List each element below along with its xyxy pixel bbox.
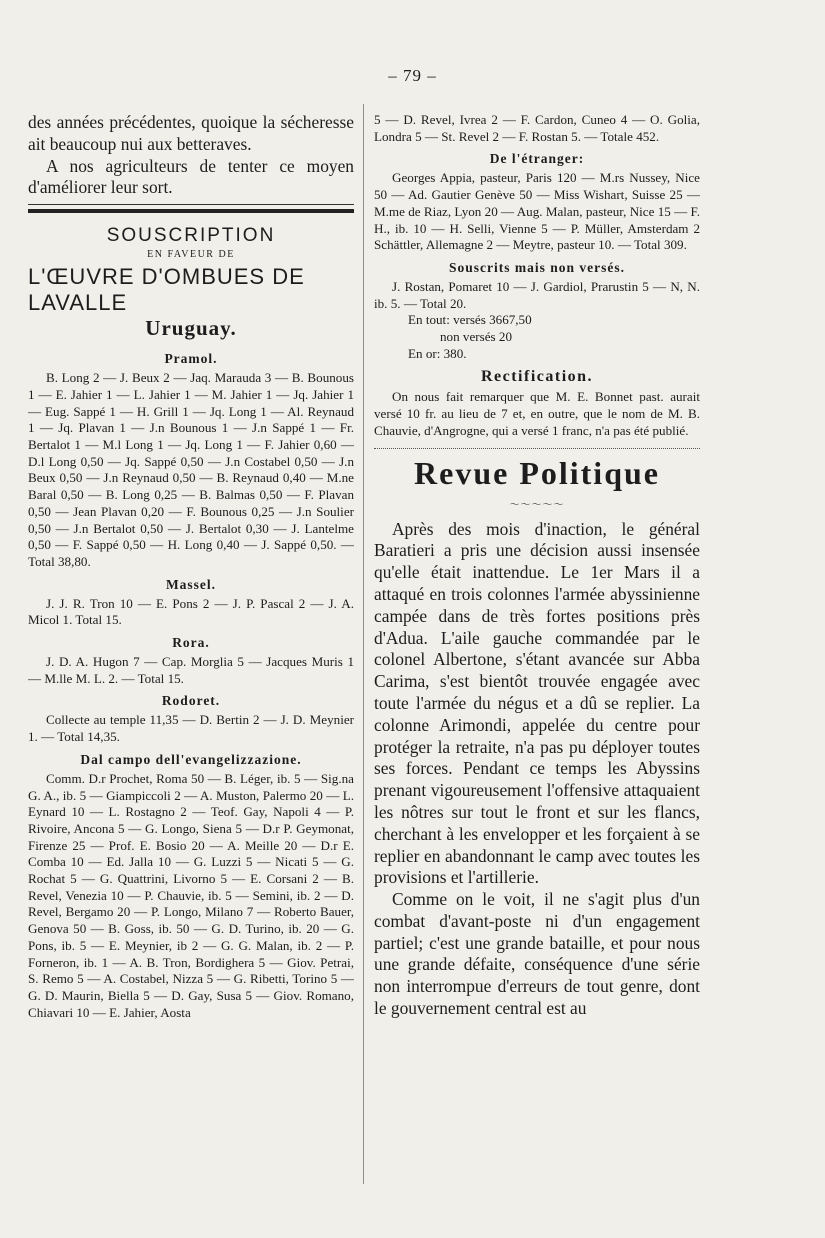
rectification-heading: Rectification. bbox=[480, 368, 594, 386]
revue-politique-title: Revue Politique bbox=[414, 454, 660, 491]
souscrits-text: J. Rostan, Pomaret 10 — J. Gardiol, Prarustin 5 — N, N. ib. 5. — Total 20. bbox=[374, 278, 700, 311]
section-rule bbox=[28, 209, 354, 213]
section-head-rodoret: Rodoret. bbox=[161, 693, 221, 709]
continuation-text: 5 — D. Revel, Ivrea 2 — F. Cardon, Cuneo 4 — O. Golia, Londra 5 — St. Revel 2 — F. Rostan 5. — Totale 452. bbox=[374, 112, 700, 144]
left-column bbox=[28, 112, 354, 1021]
section-head-massel: Massel. bbox=[165, 576, 217, 592]
section-text-evangelizzazione: Comm. D.r Prochet, Roma 50 — B. Léger, ib. 5 — Sig.na G. A., ib. 5 — Giampiccoli 2 — A. Muston, Palermo 20 — L. Eynard 10 — L. Rostagno 2 — Teof. Gay, Napoli 4 — P. Rivoire, Ancona 5 — G. Longo, Siena 5 — D.r P. Geymonat, Firenze 25 — Prof. E. Bosio 20 — A. Meille 20 — D.r E. Comba 10 — Ed. Jalla 10 — G. Luzzi 5 — Nicati 5 — G. Rochat 5 — G. Quattrini, Livorno 5 — E. Corsani 2 — B. Revel, Venezia 10 — P. Chauvie, ib. 5 — Semini, ib. 2 — D. Revel, Bergamo 20 — P. Longo, Milano 7 — Roberto Bauer, Genova 50 — B. Goss, ib. 50 — G. D. Turino, ib. 20 — G. Pons, ib. 5 — E. Meynier, ib 2 — G. G. Malan, ib. 2 — P. Forneron, ib. 1 — A. B. Tron, Bordighera 5 — Giov. Petrai, S. Remo 5 — A. Costabel, Nizza 5 — G. Ribetti, Torino 5 — G. D. Maurin, Biella 5 — D. Gay, Susa 5 — Giov. Romano, Chiavari 10 — E. Jahier, Aosta bbox=[28, 770, 354, 1020]
wavy-rule: ～～～～～ bbox=[509, 499, 565, 511]
section-text-rora: J. D. A. Hugon 7 — Cap. Morglia 5 — Jacques Muris 1 — M.lle M. L. 2. — Total 15. bbox=[28, 654, 354, 686]
rectification-text: On nous fait remarquer que M. E. Bonnet past. aurait versé 10 fr. au lieu de 7 et, en outre, que le nom de M. B. Chauvie, d'Angrogne, qui a versé 1 franc, n'a pas été publié. bbox=[374, 389, 700, 438]
dotted-rule bbox=[374, 448, 700, 449]
etranger-text: Georges Appia, pasteur, Paris 120 — M.rs Nussey, Nice 50 — Ad. Gautier Genève 50 — Miss Wishart, Suisse 25 — M.me de Riaz, Lyon 20 — Aug. Malan, pasteur, Nice 15 — F. H., ib. 10 — H. Selli, Vienne 5 — P. Müller, Amsterdam 2 Schättler, Allemagne 2 — Meytre, pasteur 10. — Total 309. bbox=[374, 170, 700, 253]
intro-paragraph-2: A nos agriculteurs de tenter ce moyen d'améliorer leur sort. bbox=[28, 155, 354, 198]
section-head-rora: Rora. bbox=[172, 635, 210, 651]
section-head-evangelizzazione: Dal campo dell'evangelizzazione. bbox=[80, 751, 302, 767]
revue-paragraph-1: Après des mois d'inaction, le général Baratieri a pris une décision aussi insensée qu'elle était inattendue. Le 1er Mars il a attaqué en trois colonnes l'armée abyssinienne campée dans de très fortes positions près d'Adua. L'aile gauche commandée par le colonel Albertone, s'étant avancée sur Abba Carima, s'est bientôt trouvée engagée avec toute l'armée du négus et a dû se replier. La colonne Arimondi, appelée du centre pour protéger la retraite, n'a pas pu déployer toutes ses forces. Pendant ce temps les Abyssins prenant vigoureusement l'offensive attaquaient les nôtres sur tout le front et sur les flancs, cherchant à les envelopper et les forçaient à se replier en abandonnant le camp avec toutes les provisions et l'artillerie. bbox=[374, 518, 700, 888]
souscription-heading: SOUSCRIPTION bbox=[106, 225, 276, 247]
uruguay-heading: Uruguay. bbox=[145, 316, 237, 341]
total-verses: En tout: versés 3667,50 bbox=[408, 312, 532, 328]
section-text-massel: J. J. R. Tron 10 — E. Pons 2 — J. P. Pascal 2 — J. A. Micol 1. Total 15. bbox=[28, 595, 354, 628]
total-or: En or: 380. bbox=[408, 345, 467, 361]
intro-paragraph-1: des années précédentes, quoique la sécheresse ait beaucoup nui aux betteraves. bbox=[28, 112, 354, 154]
column-divider bbox=[363, 104, 364, 1184]
revue-paragraph-2: Comme on le voit, il ne s'agit plus d'un combat d'avant-poste ni d'un engagement partiel; c'est une grande bataille, et pour nous une grande défaite, conséquence d'une série non interrompue d'erreurs de tout genre, dont le gouvernement central est au bbox=[374, 889, 700, 1019]
page-number: – 79 – bbox=[388, 66, 437, 85]
en-faveur-label: EN FAVEUR DE bbox=[147, 249, 235, 261]
oeuvre-heading: L'ŒUVRE D'OMBUES DE LAVALLE bbox=[28, 264, 305, 316]
right-column bbox=[374, 112, 700, 1020]
souscrits-heading: Souscrits mais non versés. bbox=[448, 259, 625, 275]
etranger-heading: De l'étranger: bbox=[489, 151, 585, 167]
section-text-rodoret: Collecte au temple 11,35 — D. Bertin 2 — J. D. Meynier 1. — Total 14,35. bbox=[28, 712, 354, 745]
total-non-verses: non versés 20 bbox=[440, 329, 513, 345]
section-head-pramol: Pramol. bbox=[164, 351, 218, 367]
section-text-pramol: B. Long 2 — J. Beux 2 — Jaq. Marauda 3 — B. Bounous 1 — E. Jahier 1 — L. Jahier 1 — M. Jahier 1 — Jq. Jahier 1 — Eug. Sappé 1 — H. Grill 1 — Jq. Long 1 — Al. Reynaud 1 — Jq. Plavan 1 — J.n Bounous 1 — J.n Sappé 1 — Fr. Bertalot 1 — M.l Long 1 — Jq. Long 1 — F. Jahier 0,60 — D.l Long 0,50 — Jq. Sappé 0,50 — J.n Costabel 0,50 — J.n Beux 0,50 — J.n Reynaud 0,50 — B. Reynaud 0,40 — M.ne Baral 0,50 — B. Long 0,25 — B. Balmas 0,50 — F. Plavan 0,50 — Jean Plavan 0,20 — F. Bounous 0,25 — J.n Soulier 0,50 — J.n Bertalot 0,50 — J. Bertalot 0,30 — J. Lantelme 0,50 — F. Sappé 0,50 — H. Long 0,40 — J. Sappé 0,50. — Total 38,80. bbox=[28, 370, 354, 569]
